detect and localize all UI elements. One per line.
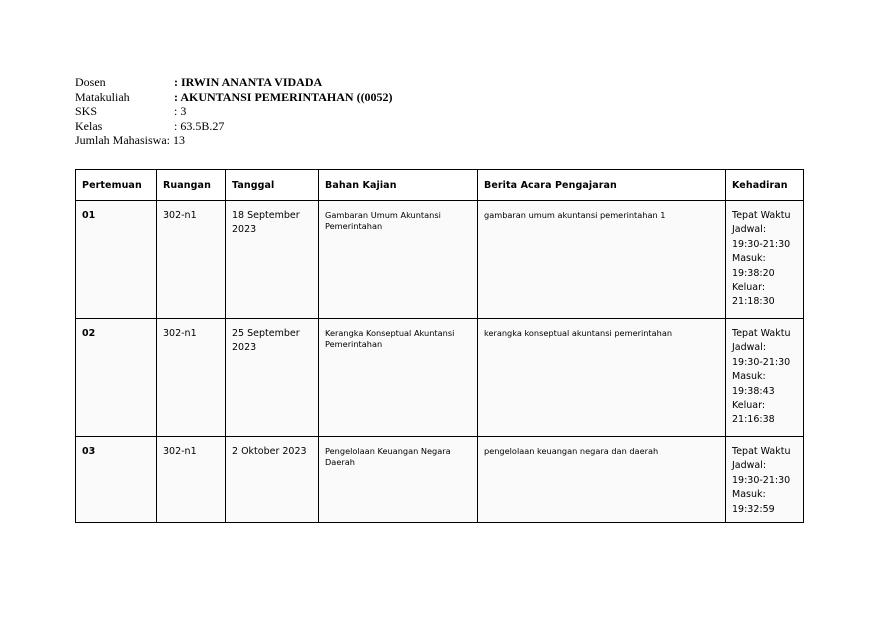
kehadiran-masuk-label: Masuk: xyxy=(732,253,766,265)
tanggal-cell: 18 September 2023 xyxy=(226,201,319,319)
col-header-tanggal: Tanggal xyxy=(226,170,319,201)
kehadiran-keluar-value: 21:18:30 xyxy=(732,296,775,308)
bahan-kajian-cell: Pengelolaan Keuangan Negara Daerah xyxy=(319,437,478,523)
kehadiran-keluar-label: Keluar: xyxy=(732,400,766,412)
kehadiran-jadwal-label: Jadwal: xyxy=(732,342,767,354)
bahan-kajian-cell: Gambaran Umum Akuntansi Pemerintahan xyxy=(319,201,478,319)
jumlah-label: Jumlah Mahasiswa xyxy=(75,133,167,148)
sks-label: SKS xyxy=(75,104,98,119)
attendance-table xyxy=(75,169,804,523)
col-header-ruangan: Ruangan xyxy=(157,170,226,201)
jumlah-value: : 13 xyxy=(166,133,185,148)
sks-value: : 3 xyxy=(174,104,187,119)
header-row-sks xyxy=(75,104,393,119)
kehadiran-jadwal-value: 19:30-21:30 xyxy=(732,238,791,250)
table-header-row xyxy=(76,170,804,201)
tanggal-cell: 2 Oktober 2023 xyxy=(226,437,319,523)
header-row-matakuliah xyxy=(75,90,393,105)
kelas-label: Kelas xyxy=(75,118,103,133)
ruangan-cell: 302-n1 xyxy=(157,437,226,523)
table-row xyxy=(76,201,804,319)
kehadiran-status: Tepat Waktu xyxy=(732,210,791,221)
kehadiran-cell xyxy=(726,319,804,437)
kelas-value: : 63.5B.27 xyxy=(174,118,225,133)
col-header-kehadiran: Kehadiran xyxy=(726,170,804,201)
pertemuan-cell: 01 xyxy=(76,201,157,319)
table-row xyxy=(76,437,804,523)
matakuliah-label: Matakuliah xyxy=(75,89,130,104)
table-row xyxy=(76,319,804,437)
col-header-berita-acara: Berita Acara Pengajaran xyxy=(478,170,726,201)
col-header-pertemuan: Pertemuan xyxy=(76,170,157,201)
berita-acara-cell: gambaran umum akuntansi pemerintahan 1 xyxy=(478,201,726,319)
matakuliah-value: : AKUNTANSI PEMERINTAHAN ((0052) xyxy=(174,89,393,104)
dosen-label: Dosen xyxy=(75,75,106,89)
kehadiran-masuk-value: 19:38:43 xyxy=(732,385,775,397)
kehadiran-status: Tepat Waktu xyxy=(732,446,791,457)
kehadiran-jadwal-label: Jadwal: xyxy=(732,460,767,472)
ruangan-cell: 302-n1 xyxy=(157,201,226,319)
kehadiran-cell xyxy=(726,201,804,319)
kehadiran-cell xyxy=(726,437,804,523)
kehadiran-jadwal-label: Jadwal: xyxy=(732,224,767,236)
berita-acara-cell: kerangka konseptual akuntansi pemerintahan xyxy=(478,319,726,437)
kehadiran-jadwal-value: 19:30-21:30 xyxy=(732,356,791,368)
kehadiran-masuk-label: Masuk: xyxy=(732,371,766,383)
header-row-kelas xyxy=(75,119,393,134)
kehadiran-keluar-value: 21:16:38 xyxy=(732,414,775,426)
ruangan-cell: 302-n1 xyxy=(157,319,226,437)
kehadiran-masuk-value: 19:38:20 xyxy=(732,267,775,279)
header-row-dosen xyxy=(75,75,393,90)
kehadiran-jadwal-value: 19:30-21:30 xyxy=(732,474,791,486)
pertemuan-cell: 03 xyxy=(76,437,157,523)
tanggal-cell: 25 September 2023 xyxy=(226,319,319,437)
kehadiran-status: Tepat Waktu xyxy=(732,328,791,339)
header-row-jumlah xyxy=(75,133,393,148)
col-header-bahan-kajian: Bahan Kajian xyxy=(319,170,478,201)
berita-acara-cell: pengelolaan keuangan negara dan daerah xyxy=(478,437,726,523)
course-header xyxy=(75,75,393,148)
kehadiran-keluar-label: Keluar: xyxy=(732,282,766,294)
dosen-value: : IRWIN ANANTA VIDADA xyxy=(174,75,323,89)
kehadiran-masuk-value: 19:32:59 xyxy=(732,503,775,515)
pertemuan-cell: 02 xyxy=(76,319,157,437)
bahan-kajian-cell: Kerangka Konseptual Akuntansi Pemerintahan xyxy=(319,319,478,437)
kehadiran-masuk-label: Masuk: xyxy=(732,489,766,501)
